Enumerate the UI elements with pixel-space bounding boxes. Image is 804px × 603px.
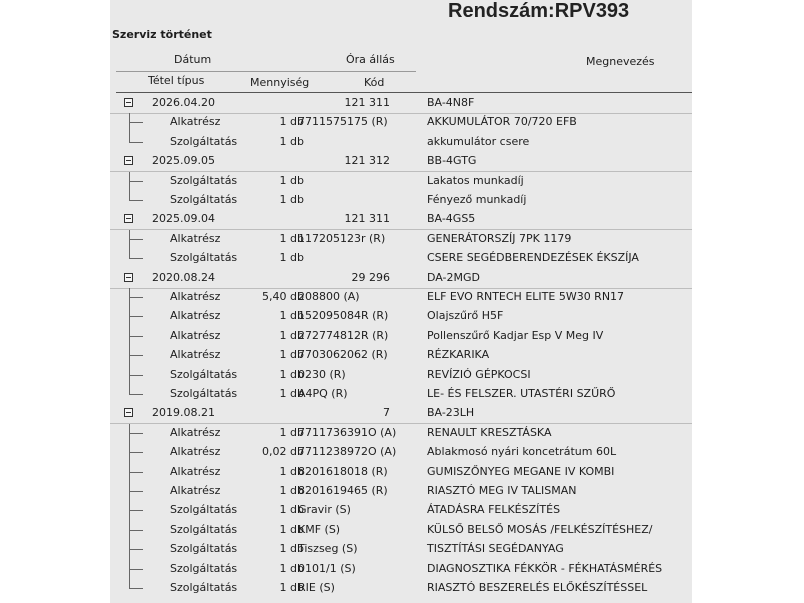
- item-type: Szolgáltatás: [170, 561, 238, 575]
- item-quantity: 1 db: [279, 193, 304, 206]
- tree-connector-horizontal: [129, 355, 143, 356]
- service-group-row[interactable]: [110, 94, 692, 114]
- group-work-order: BA-23LH: [427, 406, 475, 420]
- item-code: 0230 (R): [298, 367, 346, 381]
- item-type: Alkatrész: [170, 445, 221, 459]
- collapse-toggle-icon[interactable]: [124, 273, 133, 282]
- item-type: Szolgáltatás: [170, 193, 238, 206]
- service-item-row[interactable]: [110, 482, 692, 501]
- item-description: GENERÁTORSZÍJ 7PK 1179: [427, 231, 572, 245]
- tree-connector-horizontal: [129, 258, 143, 259]
- tree-connector-horizontal: [129, 200, 143, 201]
- service-group-row[interactable]: [110, 152, 692, 172]
- section-title: Szerviz történet: [112, 28, 212, 41]
- service-item-row[interactable]: [110, 463, 692, 482]
- tree-connector-horizontal: [129, 297, 143, 298]
- item-description: RENAULT KRESZTÁSKA: [427, 425, 552, 439]
- item-description: RIASZTÓ MEG IV TALISMAN: [427, 484, 577, 497]
- item-type: Alkatrész: [170, 484, 221, 497]
- item-quantity: 1 db: [279, 173, 304, 187]
- service-item-row[interactable]: [110, 327, 692, 346]
- service-item-row[interactable]: [110, 133, 692, 152]
- tree-connector-horizontal: [129, 181, 143, 182]
- item-description: KÜLSŐ BELSŐ MOSÁS /FELKÉSZÍTÉSHEZ/: [427, 522, 653, 536]
- item-code: RIE (S): [298, 581, 335, 594]
- group-work-order: DA-2MGD: [427, 270, 481, 284]
- service-group-row[interactable]: [110, 404, 692, 424]
- tree-connector-horizontal: [129, 142, 143, 143]
- item-code: 7711736391O (A): [298, 425, 397, 439]
- service-item-row[interactable]: [110, 521, 692, 540]
- item-quantity: 1 db: [279, 522, 304, 536]
- group-date: 2025.09.04: [152, 212, 215, 226]
- collapse-toggle-icon[interactable]: [124, 98, 133, 107]
- tree-connector-horizontal: [129, 336, 143, 337]
- column-header-date: Dátum: [174, 53, 212, 66]
- item-code: 0101/1 (S): [298, 561, 356, 575]
- header-divider-1: [116, 71, 416, 72]
- tree-connector-horizontal: [129, 569, 143, 570]
- item-quantity: 1 db: [279, 134, 304, 148]
- tree-connector-horizontal: [129, 122, 143, 123]
- item-quantity: 1 db: [279, 484, 304, 497]
- item-code: 208800 (A): [298, 290, 360, 303]
- group-odometer: 121 312: [344, 154, 390, 168]
- column-header-name: Megnevezés: [586, 55, 655, 68]
- service-item-row[interactable]: [110, 113, 692, 132]
- item-type: Szolgáltatás: [170, 367, 238, 381]
- tree-connector-horizontal: [129, 394, 143, 395]
- item-type: Szolgáltatás: [170, 173, 238, 187]
- item-type: Szolgáltatás: [170, 251, 238, 265]
- item-description: AKKUMULÁTOR 70/720 EFB: [427, 115, 577, 129]
- tree-connector-horizontal: [129, 588, 143, 589]
- item-type: Alkatrész: [170, 231, 221, 245]
- item-description: TISZTÍTÁSI SEGÉDANYAG: [427, 542, 564, 556]
- column-header-km: Óra állás: [346, 53, 395, 66]
- column-header-code: Kód: [364, 76, 385, 89]
- group-date: 2025.09.05: [152, 154, 215, 168]
- item-quantity: 1 db: [279, 464, 304, 478]
- service-item-row[interactable]: [110, 385, 692, 404]
- tree-connector-horizontal: [129, 472, 143, 473]
- group-date: 2019.08.21: [152, 406, 215, 420]
- service-item-row[interactable]: [110, 249, 692, 268]
- item-code: KMF (S): [298, 522, 341, 536]
- item-quantity: 1 db: [279, 503, 304, 517]
- collapse-toggle-icon[interactable]: [124, 408, 133, 417]
- item-type: Szolgáltatás: [170, 522, 238, 536]
- item-code: A4PQ (R): [298, 387, 348, 400]
- item-code: 8201619465 (R): [298, 484, 388, 497]
- service-item-row[interactable]: [110, 191, 692, 210]
- tree-connector-horizontal: [129, 239, 143, 240]
- item-code: 7711238972O (A): [298, 445, 397, 459]
- service-item-row[interactable]: [110, 560, 692, 579]
- item-description: Lakatos munkadíj: [427, 173, 524, 187]
- item-quantity: 1 db: [279, 309, 304, 323]
- item-code: 7703062062 (R): [298, 348, 388, 362]
- item-quantity: 1 db: [279, 542, 304, 556]
- item-quantity: 1 db: [279, 115, 304, 129]
- item-description: GUMISZŐNYEG MEGANE IV KOMBI: [427, 464, 615, 478]
- collapse-toggle-icon[interactable]: [124, 156, 133, 165]
- service-item-row[interactable]: [110, 579, 692, 598]
- item-quantity: 5,40 db: [262, 290, 304, 303]
- license-plate-title: Rendszám:RPV393: [448, 0, 630, 22]
- tree-connector-horizontal: [129, 491, 143, 492]
- tree-connector-horizontal: [129, 530, 143, 531]
- item-quantity: 1 db: [279, 251, 304, 265]
- item-code: 7711575175 (R): [298, 115, 388, 129]
- item-type: Alkatrész: [170, 348, 221, 362]
- column-header-qty: Mennyiség: [250, 76, 310, 89]
- item-description: REVÍZIÓ GÉPKOCSI: [427, 367, 531, 381]
- tree-connector-horizontal: [129, 549, 143, 550]
- item-quantity: 0,02 db: [262, 445, 304, 459]
- group-work-order: BA-4GS5: [427, 212, 476, 226]
- service-group-row[interactable]: [110, 210, 692, 230]
- item-code: 272774812R (R): [298, 328, 389, 342]
- item-code: 8201618018 (R): [298, 464, 388, 478]
- item-code: Gravir (S): [298, 503, 351, 517]
- group-odometer: 29 296: [351, 270, 390, 284]
- item-quantity: 1 db: [279, 348, 304, 362]
- item-description: ELF EVO RNTECH ELITE 5W30 RN17: [427, 290, 625, 303]
- item-description: Fényező munkadíj: [427, 193, 527, 206]
- item-type: Szolgáltatás: [170, 387, 238, 400]
- service-item-row[interactable]: [110, 540, 692, 559]
- item-description: DIAGNOSZTIKA FÉKKÖR - FÉKHATÁSMÉRÉS: [427, 561, 663, 575]
- item-description: akkumulátor csere: [427, 134, 530, 148]
- group-date: 2020.08.24: [152, 270, 215, 284]
- item-code: 117205123r (R): [298, 231, 386, 245]
- group-odometer: 7: [383, 406, 390, 420]
- service-item-row[interactable]: [110, 424, 692, 443]
- item-type: Szolgáltatás: [170, 134, 238, 148]
- service-item-row[interactable]: [110, 230, 692, 249]
- item-type: Alkatrész: [170, 115, 221, 129]
- service-item-row[interactable]: [110, 443, 692, 462]
- item-quantity: 1 db: [279, 387, 304, 400]
- item-type: Alkatrész: [170, 290, 221, 303]
- service-item-row[interactable]: [110, 307, 692, 326]
- tree-connector-horizontal: [129, 510, 143, 511]
- item-quantity: 1 db: [279, 367, 304, 381]
- item-quantity: 1 db: [279, 581, 304, 594]
- column-header-type: Tétel típus: [148, 74, 205, 87]
- item-description: Ablakmosó nyári koncetrátum 60L: [427, 445, 617, 459]
- item-description: Pollenszűrő Kadjar Esp V Meg IV: [427, 328, 604, 342]
- group-work-order: BA-4N8F: [427, 96, 475, 109]
- item-type: Szolgáltatás: [170, 542, 238, 556]
- group-date: 2026.04.20: [152, 96, 215, 109]
- item-type: Szolgáltatás: [170, 503, 238, 517]
- item-quantity: 1 db: [279, 561, 304, 575]
- service-item-row[interactable]: [110, 501, 692, 520]
- service-item-row[interactable]: [110, 366, 692, 385]
- item-type: Szolgáltatás: [170, 581, 238, 594]
- item-type: Alkatrész: [170, 328, 221, 342]
- item-quantity: 1 db: [279, 231, 304, 245]
- tree-connector-horizontal: [129, 316, 143, 317]
- group-odometer: 121 311: [344, 96, 390, 109]
- item-code: 152095084R (R): [298, 309, 389, 323]
- item-description: RIASZTÓ BESZERELÉS ELŐKÉSZÍTÉSSEL: [427, 581, 648, 594]
- tree-connector-horizontal: [129, 452, 143, 453]
- service-item-row[interactable]: [110, 288, 692, 307]
- collapse-toggle-icon[interactable]: [124, 214, 133, 223]
- tree-connector-horizontal: [129, 433, 143, 434]
- header-divider-2: [116, 92, 692, 93]
- group-odometer: 121 311: [344, 212, 390, 226]
- item-quantity: 1 db: [279, 328, 304, 342]
- service-item-row[interactable]: [110, 172, 692, 191]
- item-description: ÁTADÁSRA FELKÉSZÍTÉS: [427, 503, 561, 517]
- item-code: Tiszseg (S): [298, 542, 358, 556]
- item-quantity: 1 db: [279, 425, 304, 439]
- item-description: Olajszűrő H5F: [427, 309, 504, 323]
- item-description: LE- ÉS FELSZER. UTASTÉRI SZŰRŐ: [427, 387, 616, 400]
- tree-connector-horizontal: [129, 375, 143, 376]
- item-type: Alkatrész: [170, 464, 221, 478]
- item-description: CSERE SEGÉDBERENDEZÉSEK ÉKSZÍJA: [427, 251, 639, 265]
- service-item-row[interactable]: [110, 346, 692, 365]
- item-type: Alkatrész: [170, 309, 221, 323]
- group-work-order: BB-4GTG: [427, 154, 477, 168]
- item-type: Alkatrész: [170, 425, 221, 439]
- item-description: RÉZKARIKA: [427, 348, 490, 362]
- service-group-row[interactable]: [110, 269, 692, 289]
